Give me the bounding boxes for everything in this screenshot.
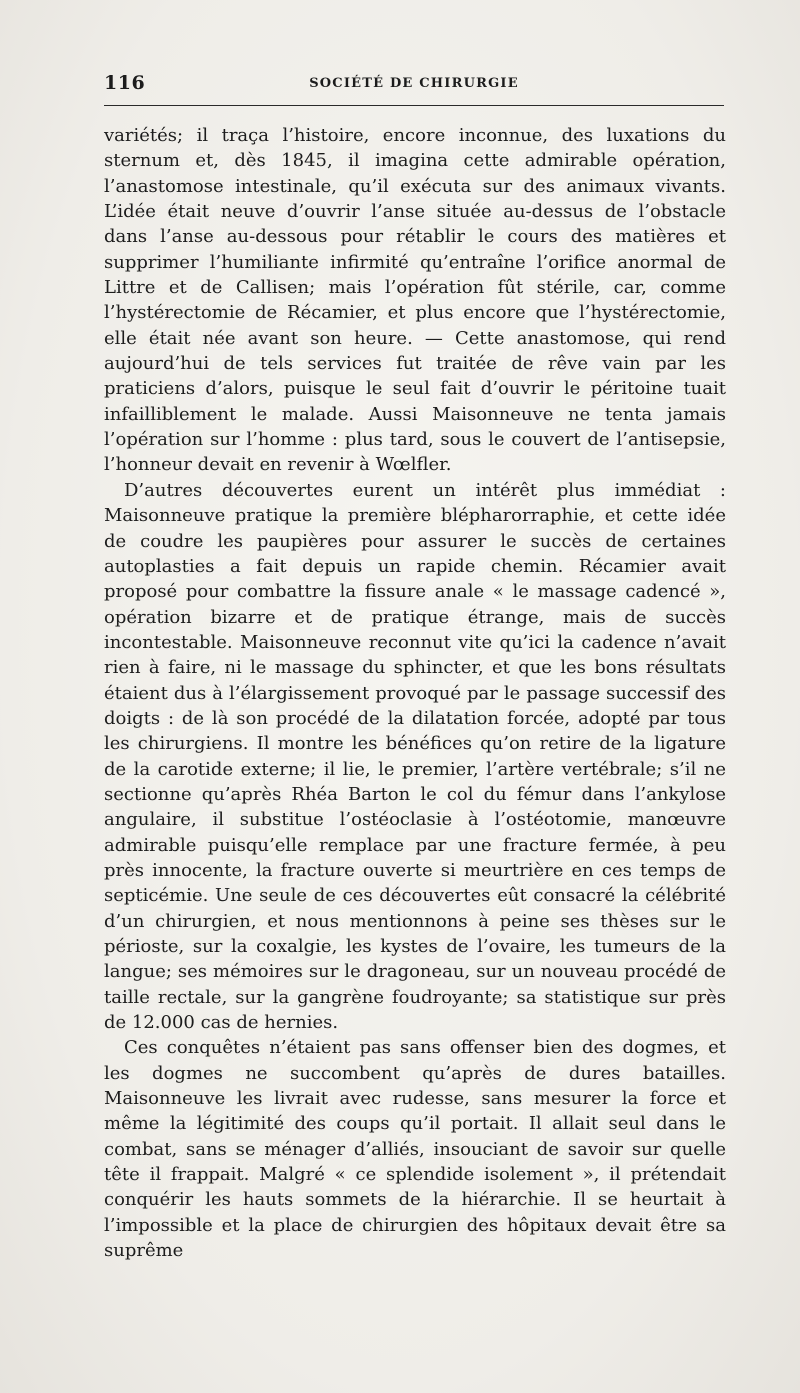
header-rule bbox=[104, 105, 724, 106]
paragraph-3: Ces conquêtes n’étaient pas sans offenser bien des dogmes, et les dogmes ne succombent qu’après de dures batailles. Maisonneuve les livrait avec rudesse, sans mesurer la force et même la légitimité des coups qu’il portait. Il allait seul dans le combat, sans se ménager d’alliés, insouciant de savoir sur quelle tête il frappait. Malgré « ce splendide isolement », il prétendait conquérir les hauts sommets de la hiérarchie. Il se heurtait à l’impossible et la place de chirurgien des hôpitaux devait être sa suprême bbox=[104, 1037, 726, 1262]
page-number: 116 bbox=[104, 72, 146, 94]
paragraph-2: D’autres découvertes eurent un intérêt plus immédiat : Maisonneuve pratique la première blépharorraphie, et cette idée de coudre les paupières pour assurer le succès de certaines autoplasties a fait depuis un rapide chemin. Récamier avait proposé pour combattre la fissure anale « le massage cadencé », opération bizarre et de pratique étrange, mais de succès incontestable. Maisonneuve reconnut vite qu’ici la cadence n’avait rien à faire, ni le massage du sphincter, et que les bons résultats étaient dus à l’élargissement provoqué par le passage successif des doigts : de là son procédé de la dilatation forcée, adopté par tous les chirurgiens. Il montre les bénéfices qu’on retire de la ligature de la carotide externe; il lie, le premier, l’artère vertébrale; s’il ne sectionne qu’après Rhéa Barton le col du fémur dans l’ankylose angulaire, il substitue l’ostéoclasie à l’ostéotomie, manœuvre admirable puisqu’elle remplace par une fracture fermée, à peu près innocente, la fracture ouverte si meurtrière en ces temps de septicémie. Une seule de ces découvertes eût consacré la célébrité d’un chirurgien, et nous mentionnons à peine ses thèses sur le périoste, sur la coxalgie, les kystes de l’ovaire, les tumeurs de la langue; ses mémoires sur le dragoneau, sur un nouveau procédé de taille rectale, sur la gangrène foudroyante; sa statistique sur près de 12.000 cas de hernies. bbox=[104, 479, 726, 1034]
body-text bbox=[104, 123, 726, 1263]
page-header bbox=[104, 64, 724, 104]
paragraph-1: variétés; il traça l’histoire, encore inconnue, des luxations du sternum et, dès 1845, il imagina cette admirable opération, l’anastomose intestinale, qu’il exécuta sur des animaux vivants. L’idée était neuve d’ouvrir l’anse située au-dessus de l’obstacle dans l’anse au-dessous pour rétablir le cours des matières et supprimer l’humiliante infirmité qu’entraîne l’orifice anormal de Littre et de Callisen; mais l’opération fût stérile, car, comme l’hystérectomie de Récamier, et plus encore que l’hystérectomie, elle était née avant son heure. — Cette anastomose, qui rend aujourd’hui de tels services fut traitée de rêve vain par les praticiens d’alors, puisque le seul fait d’ouvrir le péritoine tuait infailliblement le malade. Aussi Maisonneuve ne tenta jamais l’opération sur l’homme : plus tard, sous le couvert de l’antisepsie, l’honneur devait en revenir à Wœlfler. bbox=[104, 125, 726, 476]
running-title: SOCIÉTÉ DE CHIRURGIE bbox=[309, 76, 519, 91]
